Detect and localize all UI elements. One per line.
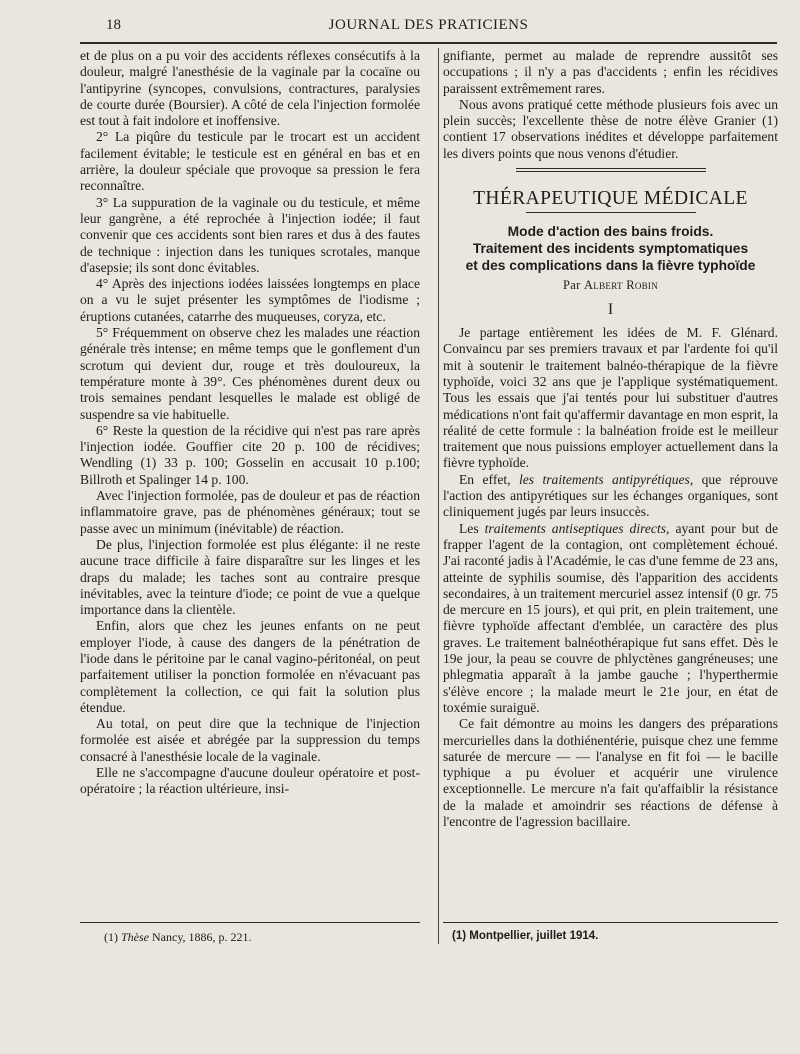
paragraph: 4° Après des injections iodées laissées longtemps en place on a vu le sujet présenter les symptômes de l'iodisme ; éruptions cutanées, catarrhe des muqueuses, coryza, etc.	[80, 276, 420, 324]
byline	[443, 278, 778, 293]
section-numeral: I	[607, 301, 614, 319]
paragraph: 6° Reste la question de la récidive qui n'est pas rare après l'injection iodée. Gouffier cite 20 p. 100 de récidives; Wendling (1) 33 p. 100; Gosselin en accusait 10 p.100; Billroth et Spalinger 14 p. 100.	[80, 422, 420, 487]
article-title-line: Mode d'action des bains froids.	[507, 224, 714, 240]
article-title-line: Traitement des incidents symptomatiques	[472, 241, 749, 257]
footnote-right: (1) Montpellier, juillet 1914.	[452, 930, 599, 942]
paragraph: Enfin, alors que chez les jeunes enfants on ne peut employer l'iode, à cause des dangers de la pénétration de l'iode dans le péritoine par le canal vagino-péritonéal, on peut parfaitement utiliser la ponction formolée en n'évacuant pas complètement la collection, ce qui fait la solution plus étendue.	[80, 618, 420, 715]
paragraph: Elle ne s'accompagne d'aucune douleur opératoire et post-opératoire ; la réaction ultérieure, insi-	[80, 765, 420, 797]
running-title: JOURNAL DES PRATICIENS	[328, 17, 529, 33]
paragraph	[443, 521, 778, 717]
byline-author: Albert Robin	[583, 278, 659, 293]
emphasis: traitements antiseptiques directs,	[484, 520, 670, 536]
byline-prefix: Par	[562, 278, 581, 293]
footnote-italic: Thèse	[121, 930, 149, 944]
emphasis: les traitements antipyrétiques,	[518, 471, 694, 487]
section-separator	[516, 168, 706, 172]
paragraph: Je partage entièrement les idées de M. F. Glénard. Convaincu par ses premiers travaux et par l'ardente foi qu'il mit à soutenir le traitement balnéo-thérapique de la fièvre typhoïde, voici 32 ans que je l'applique systématiquement. Tous les essais que j'ai tentés pour lui substituer d'autres médications n'ont fait qu'affermir davantage en mon esprit, la réalité de cette formule : la balnéation froide est le meilleur traitement que nous puissions employer actuellement dans la fièvre typhoïde.	[443, 325, 778, 471]
paragraph: De plus, l'injection formolée est plus élégante: il ne reste aucune trace difficile à faire disparaître sur les linges et les draps du malade; les taches sont au contraire presque inévitables, avec la teinture d'iode; ce point de vue a quelque importance dans la clientèle.	[80, 536, 420, 618]
paragraph: 5° Fréquemment on observe chez les malades une réaction générale très intense; en même temps que le gonflement d'un scrotum qui devient dur, rouge et très douloureux, la température monte à 39°. Ces phénomènes durent deux ou trois semaines pendant lesquelles le malade est obligé de suspendre sa vie habituelle.	[80, 325, 420, 422]
footnote-rule	[443, 922, 778, 923]
footnote-text: Nancy, 1886, p. 221.	[152, 930, 252, 944]
section-underline	[526, 212, 696, 213]
section-title: THÉRAPEUTIQUE MÉDICALE	[473, 188, 748, 210]
paragraph	[443, 472, 778, 521]
paragraph: gnifiante, permet au malade de reprendre aussitôt ses occupations ; il n'y a pas d'accidents ; enfin les récidives paraissent extrêmement rares.	[443, 48, 778, 96]
article-title-line: et des complications dans la fièvre typhoïde	[465, 258, 756, 274]
text-run: Les	[459, 520, 479, 536]
text-run: En effet,	[459, 471, 511, 487]
page-header	[80, 14, 777, 40]
footnote-left	[104, 930, 252, 945]
text-run: que réprouve l'action des antipyrétiques sur les échanges organiques, sont cliniquement jugés par leurs insuccès.	[443, 471, 778, 520]
text-run: ayant pour but de frapper l'agent de la contagion, ont complètement échoué. J'ai raconté jadis à l'Académie, le cas d'une femme de 23 ans, atteinte de syphilis soumise, dès l'apparition des accidents secondaires, à un traitement mercuriel assez intensif (0 gr. 75 de mercure en 15 jours), et qui prit, en plein traitement, une fièvre typhoïde affectant d'emblée, un caractère des plus graves. Le traitement balnéothérapique fut sans effet. Dès le 19e jour, la peau se couvre de phlyctènes gangréneuses; une phlegmatia apparaît à la jambe gauche ; l'hyperthermie s'élève encore ; la malade meurt le 21e jour, en état de toxémie suraiguë.	[443, 520, 778, 715]
paragraph: Avec l'injection formolée, pas de douleur et pas de réaction inflammatoire grave, pas de phénomènes généraux; tout se passe avec un minimum (inévitable) de réaction.	[80, 488, 420, 536]
page-number: 18	[106, 17, 121, 33]
paragraph: Au total, on peut dire que la technique de l'injection formolée est aisée et abrégée par la suppression du temps consacré à l'anesthésie locale de la vaginale.	[80, 716, 420, 764]
left-column	[80, 48, 420, 798]
paragraph: Ce fait démontre au moins les dangers des préparations mercurielles dans la dothiénentérie, puisque chez une femme saturée de mercure — — l'analyse en fit foi — le bacille typhique a pu évoluer et acquérir une virulence exceptionnelle. Le mercure n'a fait qu'affaiblir la résistance de la malade et amoindrir ses réactions de défense à l'encontre de l'agression bacillaire.	[443, 716, 778, 829]
footnote-marker: (1)	[104, 930, 118, 944]
paragraph: Nous avons pratiqué cette méthode plusieurs fois avec un plein succès; l'excellente thèse de notre élève Granier (1) contient 17 observations inédites et développe parfaitement les divers points que nous venons d'étudier.	[443, 96, 778, 161]
footnote-rule	[80, 922, 420, 923]
right-column	[443, 48, 778, 830]
paragraph: 3° La suppuration de la vaginale ou du testicule, et même leur gangrène, a été reprochée à l'injection iodée; il faut convenir que ces accidents sont bien rares et dus à des fautes de technique : injection dans les tuniques scrotales, manque d'asepsie; ils sont donc évitables.	[80, 194, 420, 275]
article-title	[443, 223, 778, 274]
paragraph: et de plus on a pu voir des accidents réflexes consécutifs à la douleur, malgré l'anesthésie de la vaginale par la cocaïne ou l'antipyrine (syncopes, convulsions, contractures, paralysies de courte durée (Boursier). A côté de cela l'injection formolée est tout à fait indolore et inoffensive.	[80, 48, 420, 129]
column-divider	[438, 48, 439, 944]
paragraph: 2° La piqûre du testicule par le trocart est un accident facilement évitable; le testicule est en général en bas et en arrière, la douleur spéciale que provoque sa pression le fera reconnaître.	[80, 129, 420, 194]
header-rule	[80, 42, 777, 44]
